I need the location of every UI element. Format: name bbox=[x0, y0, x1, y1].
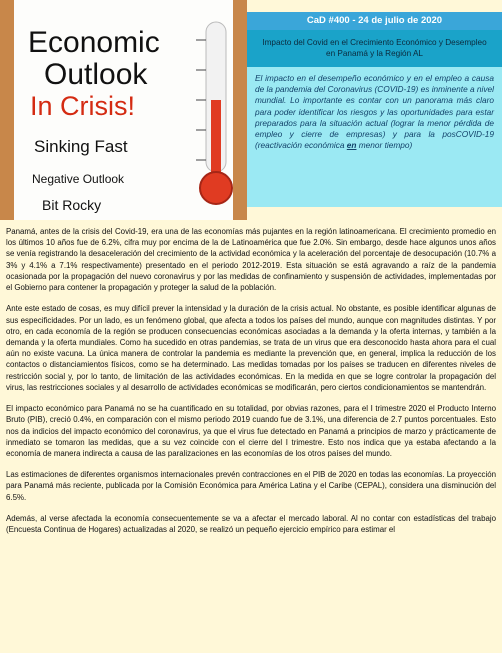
abstract-emphasis: en bbox=[346, 140, 357, 151]
issue-subtitle-text: Impacto del Covid en el Crecimiento Económico y Desempleo en Panamá y la Región AL bbox=[262, 37, 487, 58]
issue-header: CaD #400 - 24 de julio de 2020 bbox=[247, 12, 502, 30]
thermometer-illustration bbox=[0, 0, 247, 220]
hero-line-1: Economic bbox=[28, 26, 160, 59]
abstract-text: El impacto en el desempeño económico y en el empleo a causa de la pandemia del Coronavirus (COVID-19) es inminente a nivel mundial. Lo importante es contar con un panorama más claro para poder identificar los riesgos y las oportunidades para estar preparados para la situación actual (lograr la menor pérdida de empleo y cierre de empresas) y para la posCOVID-19 (reactivación económica bbox=[255, 73, 494, 151]
issue-subtitle bbox=[247, 30, 502, 67]
paragraph-3: El impacto económico para Panamá no se ha cuantificado en su totalidad, por obvias razones, para el I trimestre 2020 el Producto Interno Bruto (PIB), creció 0.4%, en comparación con el mismo periodo 2019 cuando fue de 3.1%, una diferencia de 2.7 puntos porcentuales. Esto nos da indicios del impacto económico del coronavirus, ya que el virus fue detectado en Panamá a principios de marzo y prácticamente de inmediato se tomaron las medidas, que a su vez coincide con el cierre del I trimestre. Esto nos indica que ya estaba afectando a la economía de manera indirecta a causa de las paralizaciones en las economías de los otros países del mundo. bbox=[6, 404, 496, 458]
hero-line-3: In Crisis! bbox=[30, 91, 136, 121]
hero-line-2: Outlook bbox=[44, 58, 148, 91]
article-body bbox=[6, 226, 496, 545]
paragraph-5: Además, al verse afectada la economía consecuentemente se va a afectar el mercado laboral. Al no contar con estadísticas del trabajo (Encuesta Continua de Hogares) actualizadas al 2020, se realizó un pequeño ejercicio empírico para estimar el bbox=[6, 513, 496, 535]
hero-line-4: Sinking Fast bbox=[34, 137, 128, 156]
abstract-box bbox=[247, 67, 502, 207]
hero-line-6: Bit Rocky bbox=[42, 197, 102, 213]
paragraph-1: Panamá, antes de la crisis del Covid-19, era una de las economías más pujantes en la región latinoamericana. El crecimiento promedio en los últimos 10 años fue de 6.2%, cifra muy por encima de la de Latinoamérica que fue 2.0%. Sin embargo, desde hace algunos unos años se venía registrando la desaceleración del crecimiento de la actividad económica y la aceleración del porcentaje de desocupación (10.7% a 3% y 4.1% a 7.1% respectivamente) presentado en el periodo 2012-2019. Esta situación se está agravando a raíz de la pandemia ocasionada por la propagación del nuevo coronavirus y por las medidas de confinamiento y suspensión de actividades, implementadas por el Gobierno para contener la propagación y proteger la salud de la población. bbox=[6, 227, 496, 293]
economic-outlook-image bbox=[0, 0, 247, 220]
hero-line-5: Negative Outlook bbox=[32, 172, 125, 186]
abstract-text-end: menor tiempo) bbox=[356, 140, 413, 151]
paragraph-2: Ante este estado de cosas, es muy difícil prever la intensidad y la duración de la crisis actual. No obstante, es posible identificar algunas de sus especificidades. Por un lado, es un fenómeno global, que afecta a todos los países del mundo, aunque con magnitudes distintas. Y por otro, en cada economía de la región se producen consecuencias económicas asociadas a la demanda y la oferta internas, y también a la demanda y la oferta mundiales. Como ha sucedido en otras pandemias, se trata de un virus que era desconocido hasta ahora para el cual aún no existe vacuna. La única manera de controlar la pandemia es mediante la prevención que, en general, implica la reducción de los contactos o distanciamientos físicos, como se ha determinado. Las medidas tomadas por los países se traducen en diferentes niveles de restricción social y, por lo tanto, de limitación de las actividades económicas. En la medida en que se logre controlar la propagación del virus, las restricciones sociales y al desarrollo de actividades económicas se modificarán, pero ciertos condicionamientos se mantendrán. bbox=[6, 304, 496, 392]
paragraph-4: Las estimaciones de diferentes organismos internacionales prevén contracciones en el PIB de 2020 en todas las economías. La proyección para Panamá más reciente, publicada por la Comisión Económica para América Latina y el Caribe (CEPAL), considera una disminución del 6.5%. bbox=[6, 470, 496, 502]
